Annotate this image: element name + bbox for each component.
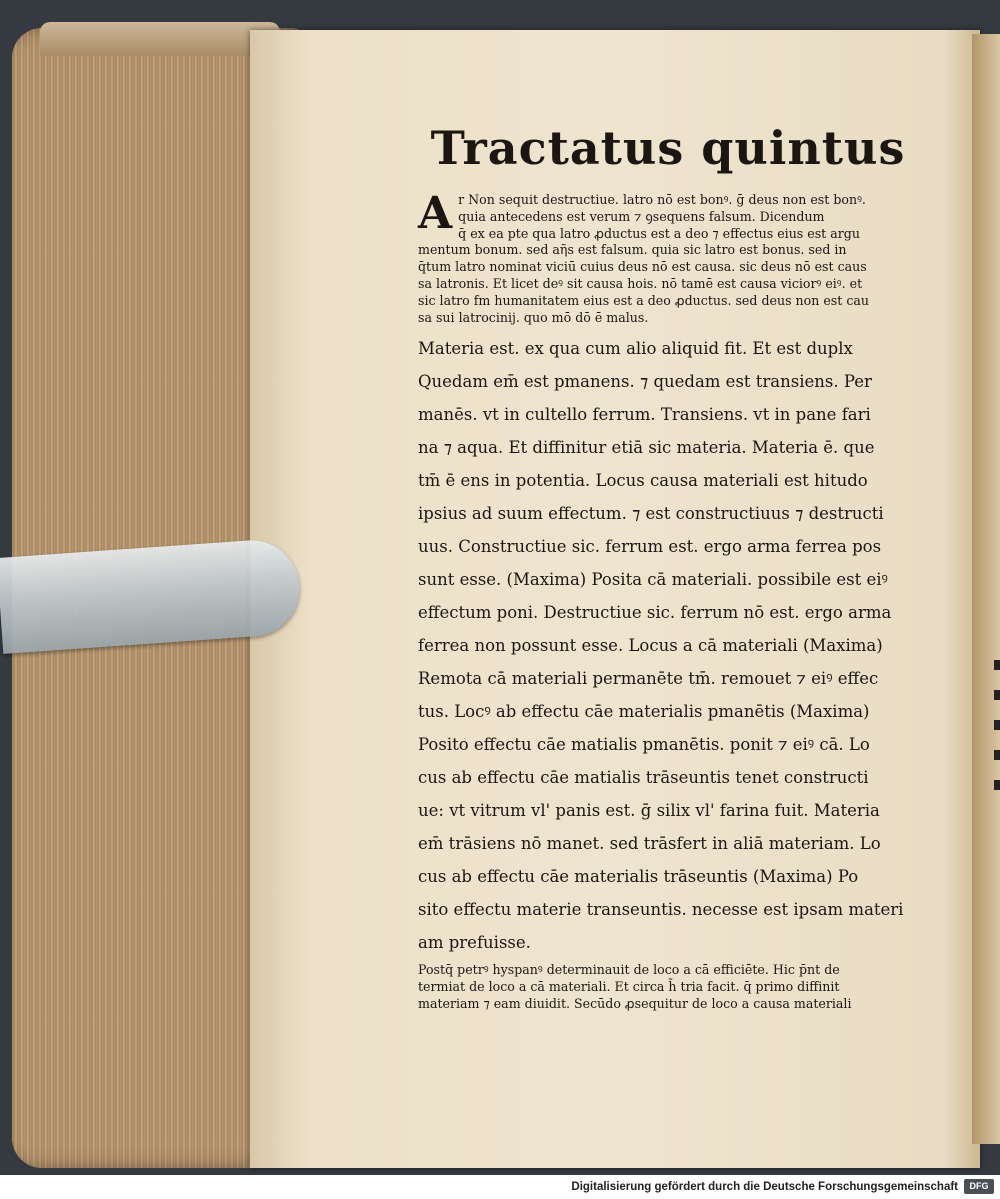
text-line: effectum poni. Destructiue sic. ferrum nō est. ergo arma (418, 603, 892, 623)
first-paragraph (418, 188, 918, 326)
text-line: tm̄ ē ens in potentia. Locus causa materiali est hitudo (418, 471, 868, 491)
text-line: am prefuisse. (418, 933, 531, 953)
running-head: Tractatus quintus (430, 121, 906, 175)
text-line: uus. Constructiue sic. ferrum est. ergo arma ferrea pos (418, 537, 882, 557)
text-line: ue: vt vitrum vl' panis est. ḡ silix vl' farina fuit. Materia (418, 801, 880, 821)
text-line: termiat de loco a cā materiali. Et circa h̄ tria facit. q̄ primo diffinit (418, 979, 840, 995)
text-line: em̄ trāsiens nō manet. sed trāsfert in aliā materiam. Lo (418, 834, 881, 854)
text-line: cus ab effectu cāe materialis trāseuntis (Maxima) Po (418, 867, 859, 887)
text-line: q̄tum latro nominat viciū cuius deus nō est causa. sic deus nō est caus (418, 259, 867, 275)
facing-page-edge (972, 34, 1000, 1144)
digitization-footer (0, 1175, 1000, 1199)
text-line: ipsius ad suum effectum. ⁊ est constructiuus ⁊ destructi (418, 504, 884, 524)
text-line: Remota cā materiali permanēte tm̄. remouet ⁊ eiꝰ effec (418, 669, 879, 689)
text-line: ferrea non possunt esse. Locus a cā materiali (Maxima) (418, 636, 883, 656)
dfg-logo: DFG (964, 1179, 994, 1194)
text-line: na ⁊ aqua. Et diffinitur etiā sic materia. Materia ē. que (418, 438, 875, 458)
facing-page-text-fragment (994, 660, 1000, 800)
text-line: Quedam em̄ est pmanens. ⁊ quedam est transiens. Per (418, 372, 872, 392)
text-line: cus ab effectu cāe matialis trāseuntis tenet constructi (418, 768, 869, 788)
commentary (418, 961, 918, 1012)
page-top-edge (40, 22, 280, 56)
text-line: sito effectu materie transeuntis. necesse est ipsam materi (418, 900, 904, 920)
printed-text-block (418, 118, 918, 1012)
text-line: manēs. vt in cultello ferrum. Transiens. vt in pane fari (418, 405, 871, 425)
funding-credit: Digitalisierung gefördert durch die Deutsche Forschungsgemeinschaft (571, 1181, 958, 1193)
text-line: Postq̄ petrꝰ hyspanꝰ determinauit de loco a cā efficiēte. Hic p̄nt de (418, 962, 840, 978)
text-line: q̄ ex ea pte qua latro ꝓductus est a deo ⁊ effectus eius est argu (458, 225, 860, 241)
text-line: mentum bonum. sed aῆs est falsum. quia sic latro est bonus. sed in (418, 242, 847, 258)
text-line: materiam ⁊ eam diuidit. Secūdo ꝓsequitur de loco a causa materiali (418, 996, 852, 1012)
drop-capital: A (418, 188, 453, 239)
text-line: sic latro fm humanitatem eius est a deo ꝓductus. sed deus non est cau (418, 292, 869, 308)
text-line: Materia est. ex qua cum alio aliquid fit. Et est duplx (418, 339, 853, 359)
text-line: Posito effectu cāe matialis pmanētis. ponit ⁊ eiꝰ cā. Lo (418, 735, 870, 755)
text-line: sunt esse. (Maxima) Posita cā materiali. possibile est eiꝰ (418, 570, 888, 590)
text-line: sa sui latrocinij. quo mō dō ē malus. (418, 309, 649, 325)
text-line: quia antecedens est verum ⁊ ꝯsequens falsum. Dicendum (458, 208, 825, 224)
main-text (418, 332, 918, 959)
text-line: tus. Locꝰ ab effectu cāe materialis pmanētis (Maxima) (418, 702, 870, 722)
text-line: r Non sequit destructiue. latro nō est bonꝰ. ḡ deus non est bonꝰ. (458, 192, 866, 207)
text-line: sa latronis. Et licet deꝰ sit causa hois. nō tamē est causa viciorꝰ eiꝰ. et (418, 275, 863, 291)
